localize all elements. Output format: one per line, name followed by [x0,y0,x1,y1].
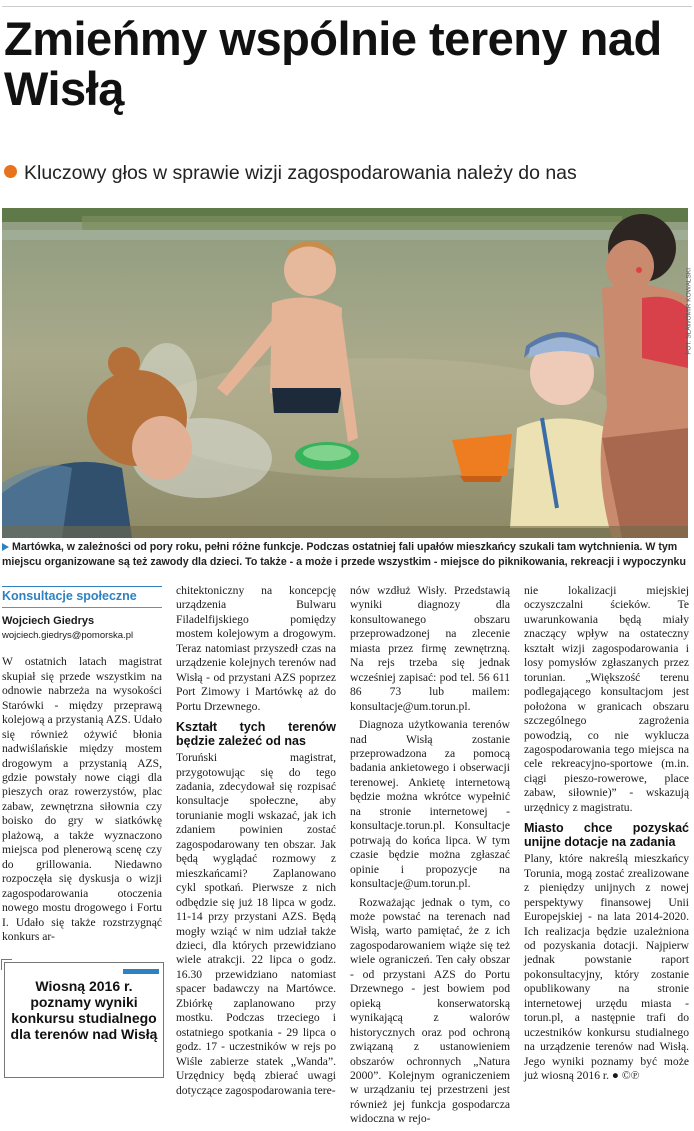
headline: Zmieńmy wspólnie tereny nad Wisłą [4,12,662,115]
paragraph: Toruński magistrat, przygotowując się do tego zadania, zdecydował się rozpisać konsultacje społeczne, aby torunianie mogli wskazać, jak ich zdaniem powinien zostać zagospodarowany ten obszar. Jak będą wyglądać rozmowy z mieszkańcami? Zaplanowano cykl spotkań. Pierwsze z nich odbędzie się już 18 lipca w godz. 11-14 przy przystani AZS. Będą mogły wziąć w nim udział także dzieci, dla których przewidziano wiele atrakcji. 22 lipca o godz. 16.30 przewidziano natomiast spacer badawczy na Martówce. Zbiórkę zaplanowano przy mostku. Podczas trzeciego i ostatniego spotkania - 29 lipca o godz. 17 - uczestników w rejs po Wiśle zabierze statek „Wanda”. Urzędnicy będą zbierać uwagi dotyczące zagospodarowania tere- [176,751,336,1097]
caption-triangle-icon [2,543,9,551]
author-email[interactable]: wojciech.giedrys@pomorska.pl [2,629,134,641]
column-3 [350,584,510,1131]
paragraph: W ostatnich latach magistrat skupiał się przede wszystkim na odnowie nabrzeża na wysokości Starówki - między przeprawą kolejową a przystanią AZS. Udało się również ożywić błonia nadwiślańskie między mostem drogowym a przystanią AZS, gdzie powstały nowe ciągi dla pieszych oraz rowerzystów, plac zabaw, zewnętrzna siłownia czy boisko do gry w siatkówkę plażową, a także wyznaczono miejsca pod plenerową scenę czy do grillowania. Niedawno rozpoczęła się dyskusja o wizji zagospodarowania otoczenia nowego mostu drogowego i Fortu I. Udało się także rozstrzygnąć konkurs ar- [2,655,162,943]
paragraph: nie lokalizacji miejskiej oczyszczalni ścieków. Te uwarunkowania będą miały znaczący wpływ na ostateczny kształt wizji zagospodarowania i losy pomysłów zgłaszanych przez torunian. „Większość terenu podlegającego konsultacjom jest położona w granicach obszaru szczególnego zagrożenia powodzią, co nie wyklucza zagospodarowania tego miejsca na cele rekreacyjno-sportowe (m.in. ciągi pieszo-rowerowe, place zabaw, siłownie)” - wskazują urzędnicy z magistratu. [524,584,689,814]
bullet-dot-icon [4,165,17,178]
photo-credit: FOT. SŁAWOMIR KOWALSKI [686,268,693,355]
river-children-photo [2,208,688,538]
highlight-box [4,962,164,1078]
author-name: Wojciech Giedrys [2,615,95,628]
subheading: Kształt tych terenów będzie zależeć od nas [176,720,336,749]
paragraph: nów wzdłuż Wisły. Przedstawią wyniki diagnozy dla konsultowanego obszaru przeprowadzonej na zlecenie miasta przez firmę zewnętrzną. Na rejs trzeba się jednak wcześniej zapisać: pod tel. 56 611 86 73 lub mailem: konsultacje@um.torun.pl. [350,584,510,713]
paragraph: Diagnoza użytkowania terenów nad Wisłą zostanie przeprowadzona za pomocą badania ankietowego i obserwacji terenowej. Ankietę internetową będzie można wkrótce wypełnić na stronie internetowej - konsultacje.torun.pl. Konsultacje potrwają do końca lipca. W tym czasie będzie można zgłaszać opinie i propozycje na konsultacje@um.torun.pl. [350,718,510,891]
caption-text: Martówka, w zależności od pory roku, pełni różne funkcje. Podczas ostatniej fali upałów mieszkańcy szukali tam wytchnienia. W tym miejscu organizowane są też zawody dla dzieci. To także - a może i przede wszystkim - miejsce do piknikowania, rekreacji i wypoczynku [2,541,686,568]
license-mark: ©℗ [621,1069,640,1083]
paragraph-text: Plany, które nakreślą mieszkańcy Torunia, mogą zostać zrealizowane z pieniędzy unijnych z nowej perspektywy finansowej Unii Europejskiej - na lata 2014-2020. Ich realizacja będzie uzależniona od pozyskania dotacji. Najpierw jednak powstanie raport pokonsultacyjny, który zostanie opublikowany na stronie internetowej urzędu miasta - torun.pl, a następnie trafi do uczestników konkursu studialnego na urządzenie terenów nad Wisłą. Jego wyniki poznamy być może już wiosną 2016 r. [524,852,689,1083]
lead [4,160,690,186]
box-accent-bar [123,969,159,974]
column-2 [176,584,336,1102]
lead-text: Kluczowy głos w sprawie wizji zagospodarowania należy do nas [24,162,577,184]
paragraph: chitektoniczny na koncepcję urządzenia Bulwaru Filadelfijskiego pomiędzy mostem kolejowym a drogowym. Teraz natomiast przyszedł czas na urządzenie kolejnych terenów nad Wisłą - od przystani AZS poprzez Port Zimowy i Martówkę aż do Portu Drzewnego. [176,584,336,713]
box-corner [1,959,12,970]
column-1 [2,586,162,948]
end-mark-icon: ● [611,1069,619,1083]
box-text: Wiosną 2016 r. poznamy wyniki konkursu studialnego dla terenów nad Wisłą [10,978,158,1042]
column-4 [524,584,689,1088]
paragraph [524,852,689,1083]
top-rule [2,6,692,7]
paragraph: Rozważając jednak o tym, co może powstać na terenach nad Wisłą, warto pamiętać, że z ich zagospodarowaniem wiąże się też wiele ograniczeń. Ten cały obszar - od przystani AZS do Portu Drzewnego - jest bowiem pod opieką konserwatorską wynikającą z walorów historycznych oraz pod ochroną związaną z ustanowieniem obszarów ochronnych „Natura 2000”. Kolejnym ograniczeniem w urządzaniu tej przestrzeni jest również jej funkcja gospodarcza widoczna w rejo- [350,895,510,1126]
rubric: Konsultacje społeczne [2,586,162,608]
article-photo [2,208,693,538]
photo-caption [2,540,688,569]
subheading: Miasto chce pozyskać unijne dotacje na zadania [524,821,689,850]
